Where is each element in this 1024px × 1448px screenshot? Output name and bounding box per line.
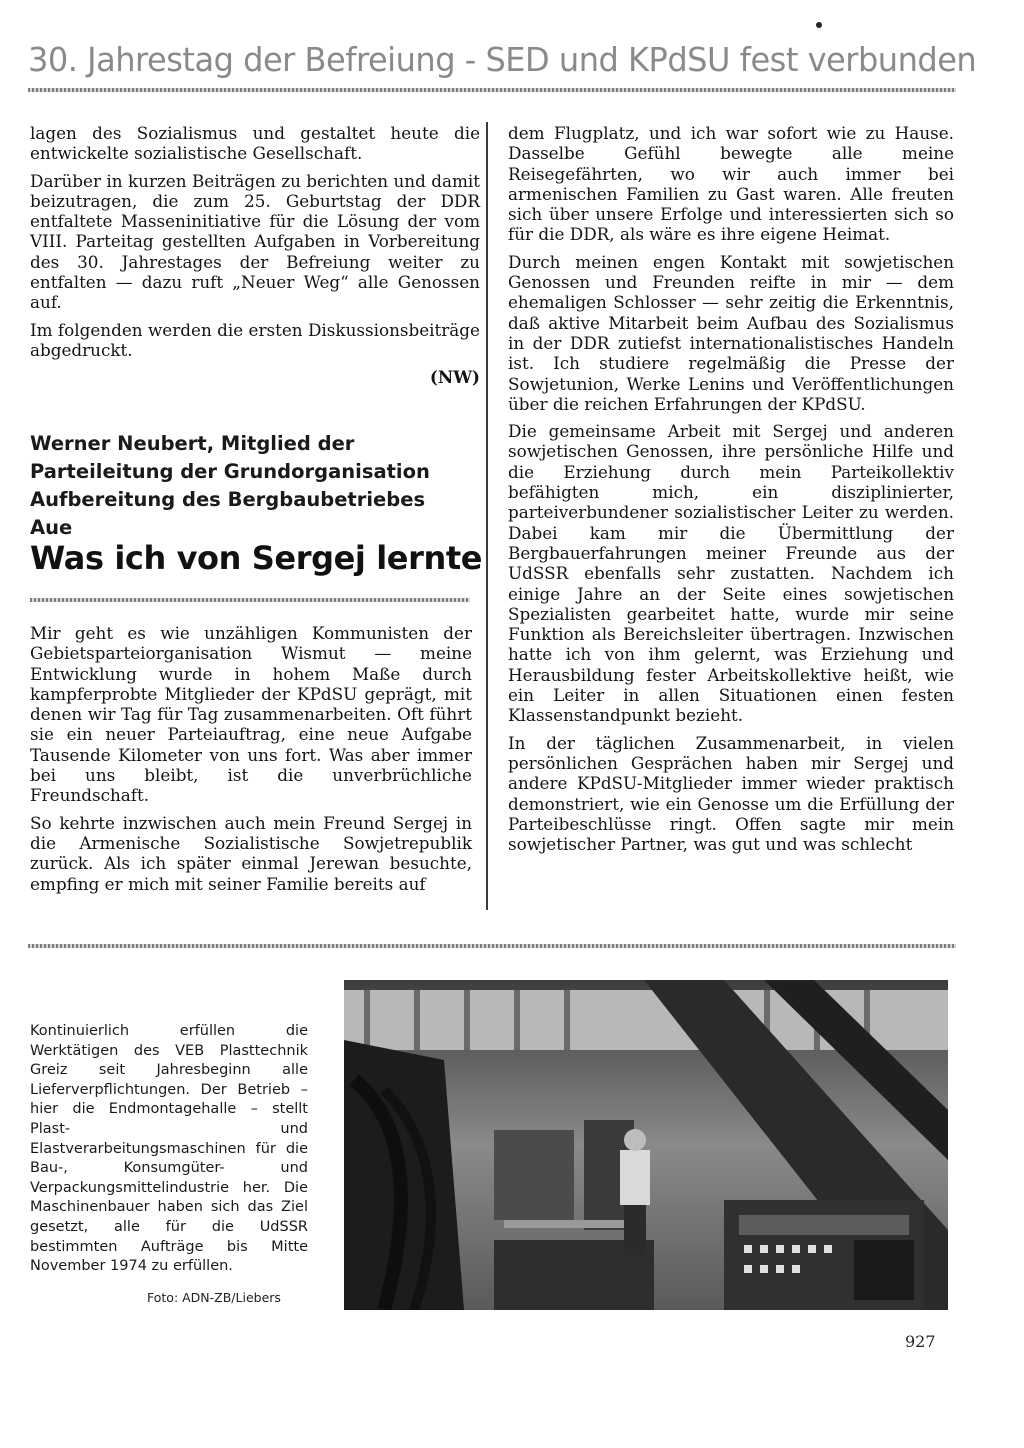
article-paragraph: Durch meinen engen Kontakt mit sowjetischen Genossen und Freunden reifte in mir — dem ehemaligen Schlosser — sehr zeitig die Erkenntnis, daß aktive Mitarbeit beim Aufbau des Sozialismus in der DDR zutiefst internationalistisches Handeln ist. Ich studiere regelmäßig die Presse der Sowjetunion, Werke Lenins und Veröffentlichungen über die reichen Erfahrungen der KPdSU. xyxy=(508,251,954,414)
article-paragraph: Die gemeinsame Arbeit mit Sergej und anderen sowjetischen Genossen, ihre persönliche Hilfe und die Erziehung durch mein Parteikollektiv befähigten mich, ein disziplinierter, parteiverbundener sozialistischer Leiter zu werden. Dabei kam mir die Übermittlung der Bergbauerfahrungen meiner Freunde aus der UdSSR ebenfalls sehr zustatten. Nachdem ich einige Jahre an der Seite eines sowjetischen Spezialisten gearbeitet hatte, wurde mir seine Funktion als Bereichsleiter übertragen. Inzwischen hatte ich von ihm gelernt, was Erziehung und Herausbildung fester Arbeitskollektive heißt, wie ein Leiter in allen Situationen einen festen Klassenstandpunkt bezieht. xyxy=(508,421,954,726)
factory-hall-photo xyxy=(344,980,948,1310)
section-rule xyxy=(28,944,956,948)
article-paragraph: In der täglichen Zusammenarbeit, in vielen persönlichen Gesprächen haben mir Sergej und andere KPdSU-Mitglieder immer wieder praktisch demonstriert, wie ein Genosse um die Erfüllung der Parteibeschlüsse ringt. Offen sagte mir mein sowjetischer Partner, was gut und was schlecht xyxy=(508,732,954,855)
article-paragraph: dem Flugplatz, und ich war sofort wie zu Hause. Dasselbe Gefühl bewegte alle meine Reisegefährten, wo wir auch immer bei armenischen Familien zu Gast waren. Alle freuten sich über unsere Erfolge und interessierten sich so für die DDR, als wäre es ihre eigene Heimat. xyxy=(508,123,954,245)
article-paragraph: Mir geht es wie unzähligen Kommunisten der Gebietsparteiorganisation Wismut — meine Entwicklung wurde in hohem Maße durch kampferprobte Mitglieder der KPdSU geprägt, mit denen wir Tag für Tag zusammenarbeiten. Oft führt sie ein neuer Parteiauftrag, eine neue Aufgabe Tausende Kilometer von uns fort. Was aber immer bei uns bleibt, ist die unverbrüchliche Freundschaft. xyxy=(30,623,472,806)
photo-credit: Foto: ADN-ZB/Liebers xyxy=(147,1290,281,1305)
article-title: Was ich von Sergej lernte xyxy=(30,539,483,577)
page-number: 927 xyxy=(905,1332,936,1351)
author-byline: Werner Neubert, Mitglied der Parteileitung der Grundorganisation Aufbereitung des Bergbaubetriebes Aue xyxy=(30,432,430,539)
title-rule xyxy=(30,598,470,602)
intro-paragraph: Darüber in kurzen Beiträgen zu berichten und damit beizutragen, die zum 25. Geburtstag der DDR entfaltete Masseninitiative für die Lösung der vom VIII. Parteitag gestellten Aufgaben in Vorbereitung des 30. Jahrestages der Befreiung weiter zu entfalten — dazu ruft „Neuer Weg“ alle Genossen auf. xyxy=(30,170,480,313)
intro-signature: (NW) xyxy=(429,367,480,388)
article-left-column xyxy=(30,623,472,901)
intro-block xyxy=(30,123,480,388)
headline-rule xyxy=(28,88,956,92)
article-right-column xyxy=(508,123,954,861)
photo-caption: Kontinuierlich erfüllen die Werktätigen des VEB Plasttechnik Greiz seit Jahresbeginn alle Lieferverpflichtungen. Der Betrieb – hier die Endmontagehalle – stellt Plast- und Elastverarbeitungsmaschinen für die Bau-, Konsumgüter- und Verpackungsmittelindustrie her. Die Maschinenbauer haben sich das Ziel gesetzt, alle für die UdSSR bestimmten Aufträge bis Mitte November 1974 zu erfüllen. xyxy=(30,1023,308,1275)
intro-paragraph: lagen des Sozialismus und gestaltet heute die entwickelte sozialistische Gesellschaft. xyxy=(30,123,480,164)
section-headline: 30. Jahrestag der Befreiung - SED und KPdSU fest verbunden xyxy=(28,40,977,79)
print-mark-dot xyxy=(816,22,822,28)
intro-paragraph: Im folgenden werden die ersten Diskussionsbeiträge abgedruckt. xyxy=(30,319,480,360)
column-divider xyxy=(486,122,488,910)
article-paragraph: So kehrte inzwischen auch mein Freund Sergej in die Armenische Sozialistische Sowjetrepublik zurück. Als ich später einmal Jerewan besuchte, empfing er mich mit seiner Familie bereits auf xyxy=(30,812,472,894)
